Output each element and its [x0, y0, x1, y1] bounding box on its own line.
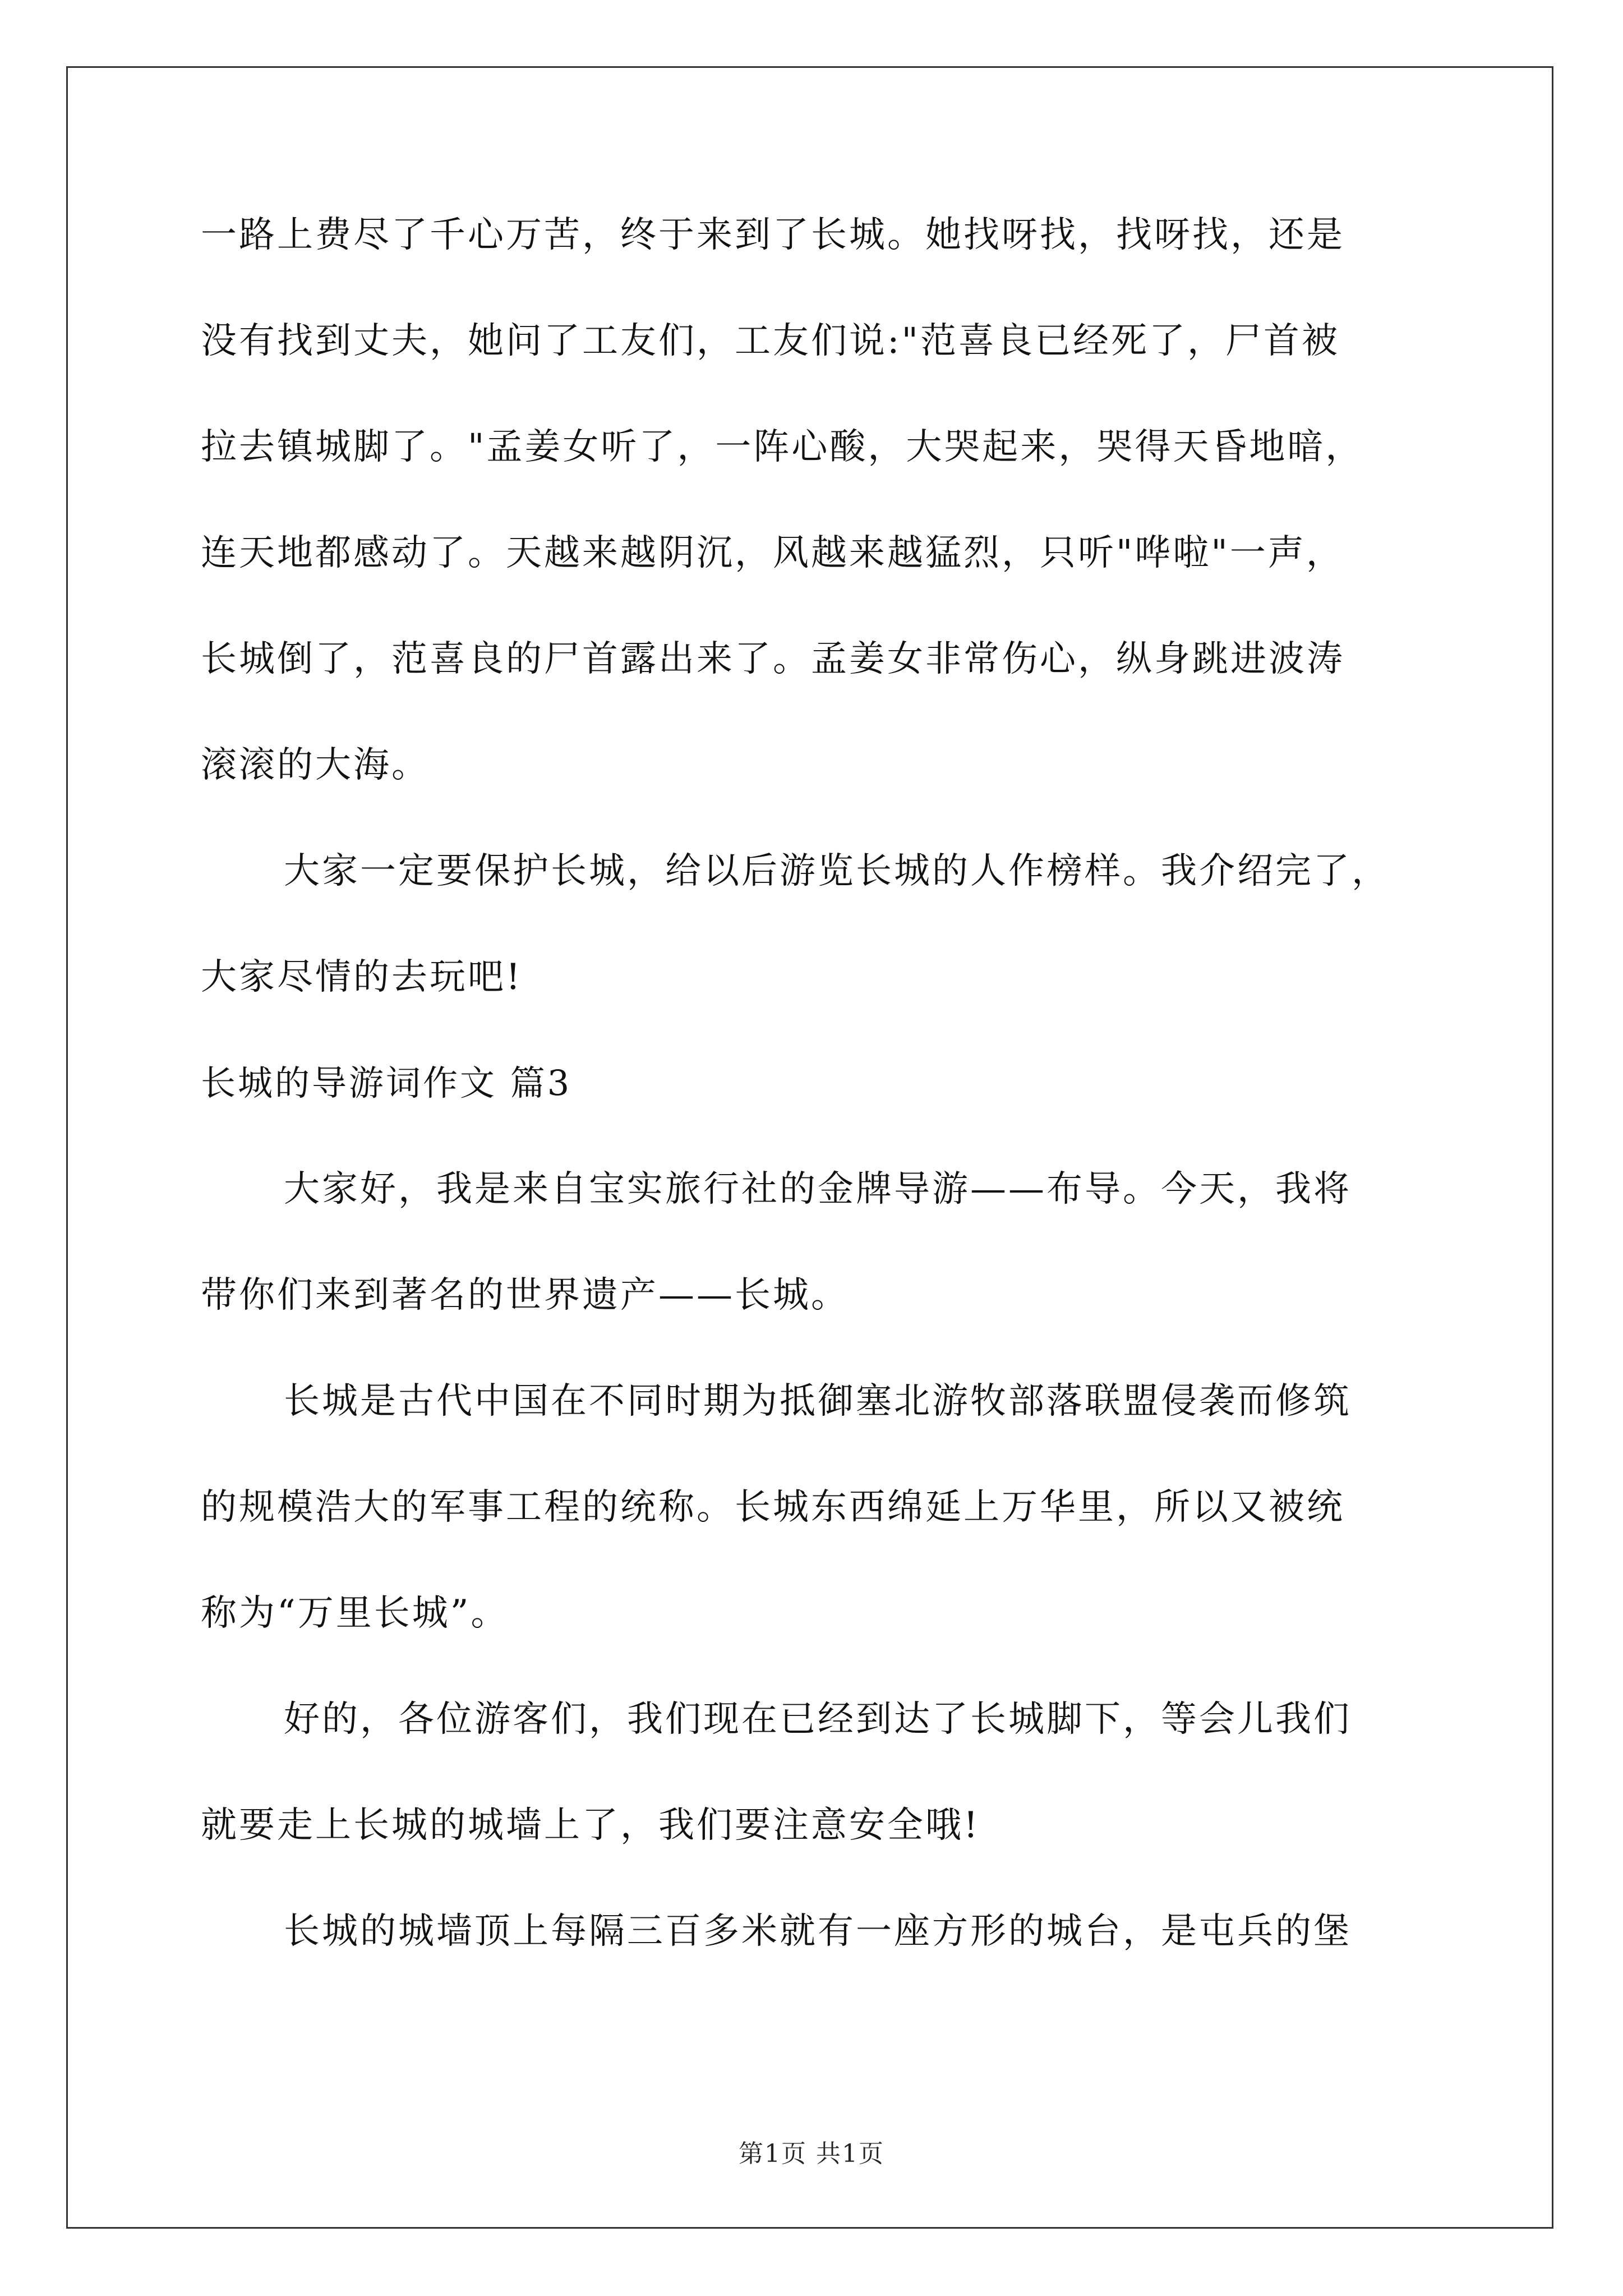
- text-line: 长城倒了，范喜良的尸首露出来了。孟姜女非常伤心，纵身跳进波涛: [201, 638, 1345, 680]
- paragraph-start-line: 大家一定要保护长城，给以后游览长城的人作榜样。我介绍完了，: [284, 850, 1390, 892]
- text-line: 的规模浩大的军事工程的统称。长城东西绵延上万华里，所以又被统: [201, 1487, 1345, 1528]
- text-line: 连天地都感动了。天越来越阴沉，风越来越猛烈，只听"哗啦"一声，: [201, 532, 1344, 574]
- paragraph-start-line: 长城的城墙顶上每隔三百多米就有一座方形的城台，是屯兵的堡: [284, 1911, 1352, 1952]
- text-line: 就要走上长城的城墙上了，我们要注意安全哦!: [201, 1805, 980, 1846]
- text-line: 大家尽情的去玩吧!: [201, 956, 523, 998]
- paragraph-start-line: 好的，各位游客们，我们现在已经到达了长城脚下，等会儿我们: [284, 1699, 1352, 1740]
- paragraph-start-line: 大家好，我是来自宝实旅行社的金牌导游——布导。今天，我将: [284, 1168, 1352, 1210]
- text-line: 拉去镇城脚了。"孟姜女听了，一阵心酸，大哭起来，哭得天昏地暗，: [201, 426, 1364, 468]
- paragraph-start-line: 长城是古代中国在不同时期为抵御塞北游牧部落联盟侵袭而修筑: [284, 1381, 1352, 1422]
- text-line: 没有找到丈夫，她问了工友们，工友们说:"范喜良已经死了，尸首被: [201, 320, 1340, 362]
- text-line: 称为“万里长城”。: [201, 1593, 509, 1634]
- text-line: 带你们来到著名的世界遗产——长城。: [201, 1274, 849, 1316]
- text-line: 滚滚的大海。: [201, 744, 430, 786]
- document-body: [201, 209, 1423, 2011]
- section-heading: 长城的导游词作文 篇3: [201, 1062, 572, 1103]
- page-number-footer: 第1页 共1页: [739, 2139, 884, 2168]
- text-line: 一路上费尽了千心万苦，终于来到了长城。她找呀找，找呀找，还是: [201, 214, 1345, 256]
